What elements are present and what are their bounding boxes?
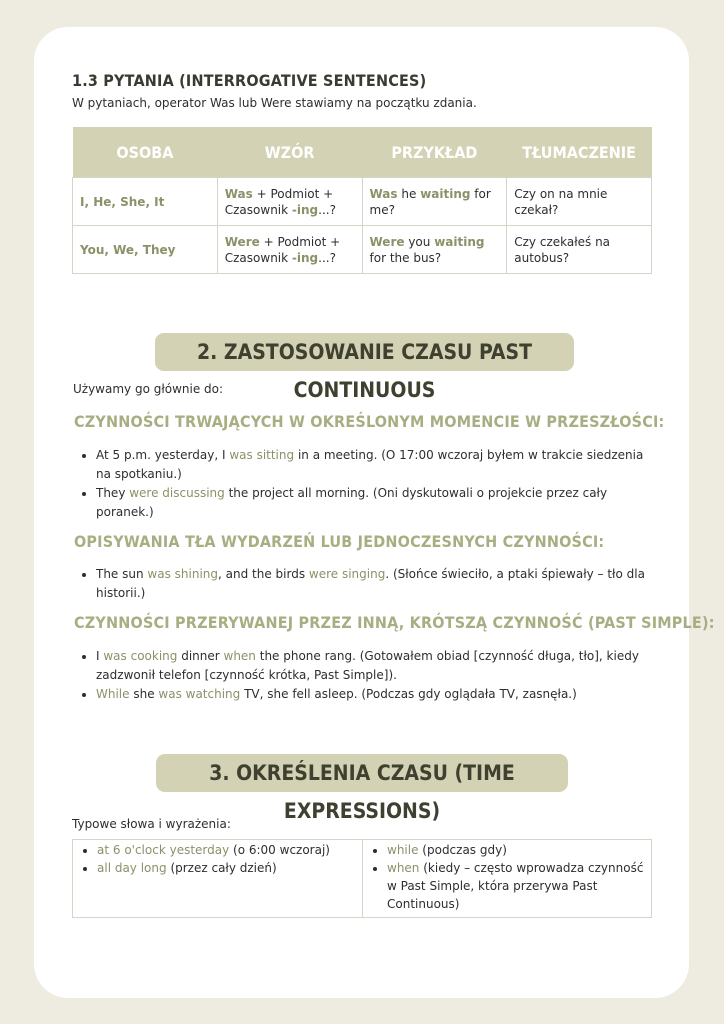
ongoing-actions-list	[72, 446, 656, 522]
section-title-usage: 2. ZASTOSOWANIE CZASU PAST CONTINUOUS	[155, 333, 574, 371]
questions-table	[72, 127, 652, 274]
section-heading-questions: 1.3 PYTANIA (INTERROGATIVE SENTENCES)	[72, 71, 427, 90]
list-item: • They were discussing the project all morning. (Oni dyskutowali o projekcie przez cały poranek.)	[96, 484, 656, 522]
list-item: • while (podczas gdy)	[387, 841, 651, 859]
list-item: • The sun was shining, and the birds were singing. (Słońce świeciło, a ptaki śpiewały – tło dla historii.)	[96, 565, 656, 603]
subheading-background: OPISYWANIA TŁA WYDARZEŃ LUB JEDNOCZESNYCH CZYNNOŚCI:	[74, 532, 605, 551]
list-item: • I was cooking dinner when the phone rang. (Gotowałem obiad [czynność długa, tło], kiedy zadzwonił telefon [czynność krótka, Past Simple]).	[96, 647, 656, 685]
table-row	[73, 226, 652, 274]
list-item: • when (kiedy – często wprowadza czynność w Past Simple, która przerywa Past Continuous)	[387, 859, 651, 913]
table-row	[73, 178, 652, 226]
list-item: • all day long (przez cały dzień)	[97, 859, 362, 877]
col-header-example: PRZYKŁAD	[362, 127, 507, 178]
subheading-ongoing-actions: CZYNNOŚCI TRWAJĄCYCH W OKREŚLONYM MOMENCIE W PRZESZŁOŚCI:	[74, 412, 665, 431]
translation-cell: Czy czekałeś na autobus?	[507, 226, 652, 274]
list-item: • While she was watching TV, she fell asleep. (Podczas gdy oglądała TV, zasnęła.)	[96, 685, 656, 704]
usage-intro: Używamy go głównie do:	[73, 382, 224, 396]
col-header-translation: TŁUMACZENIE	[507, 127, 652, 178]
subheading-interrupted: CZYNNOŚCI PRZERYWANEJ PRZEZ INNĄ, KRÓTSZĄ CZYNNOŚĆ (PAST SIMPLE):	[74, 613, 715, 632]
list-item: • at 6 o'clock yesterday (o 6:00 wczoraj)	[97, 841, 362, 859]
person-cell: You, We, They	[73, 226, 218, 274]
translation-cell: Czy on na mnie czekał?	[507, 178, 652, 226]
example-cell: Was he waiting for me?	[362, 178, 507, 226]
pattern-cell: Was + Podmiot + Czasownik -ing...?	[217, 178, 362, 226]
interrupted-list	[72, 647, 656, 704]
example-cell: Were you waiting for the bus?	[362, 226, 507, 274]
background-list	[72, 565, 656, 603]
col-header-pattern: WZÓR	[217, 127, 362, 178]
time-expressions-intro: Typowe słowa i wyrażenia:	[72, 817, 231, 831]
col-header-person: OSOBA	[73, 127, 218, 178]
section-title-time-expressions: 3. OKREŚLENIA CZASU (TIME EXPRESSIONS)	[156, 754, 568, 792]
time-expressions-table	[72, 839, 652, 918]
list-item: • At 5 p.m. yesterday, I was sitting in a meeting. (O 17:00 wczoraj byłem w trakcie siedzenia na spotkaniu.)	[96, 446, 656, 484]
person-cell: I, He, She, It	[73, 178, 218, 226]
time-expressions-right-col	[363, 840, 651, 917]
questions-intro: W pytaniach, operator Was lub Were stawiamy na początku zdania.	[72, 96, 477, 110]
time-expressions-left-col	[73, 840, 363, 917]
pattern-cell: Were + Podmiot + Czasownik -ing...?	[217, 226, 362, 274]
